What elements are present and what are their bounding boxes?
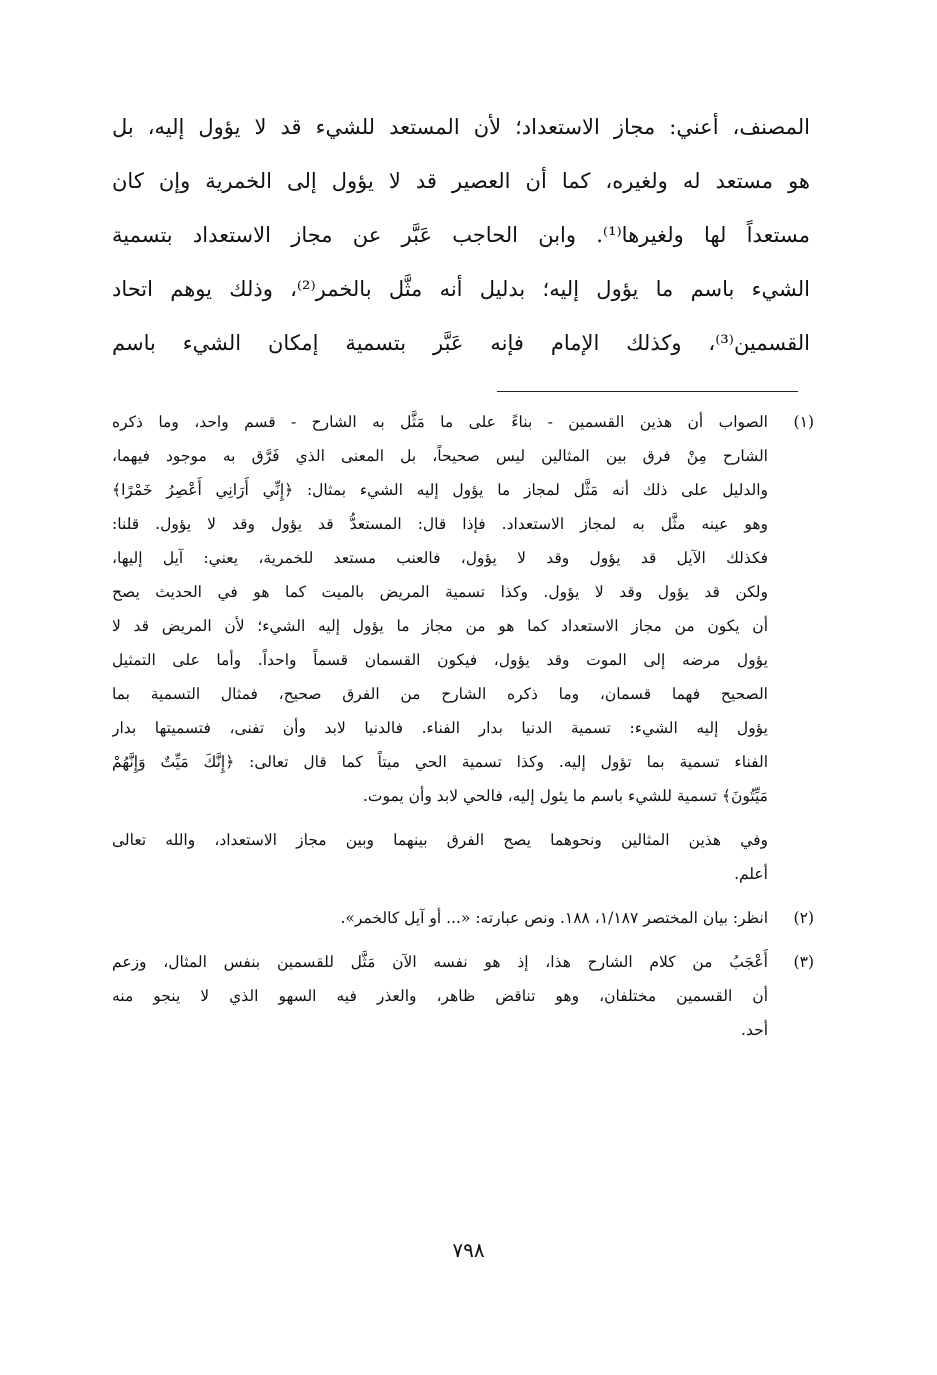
footnote-1 — [112, 405, 814, 813]
footnote-line: الصواب أن هذين القسمين - بناءً على ما مَثَّل به الشارح - قسم واحد، وما ذكره — [112, 413, 768, 431]
main-text-line: القسمين⁽³⁾، وكذلك الإمام فإنه عَبَّر بتسمية إمكان الشيء باسم — [112, 331, 810, 355]
footnotes — [112, 405, 814, 1047]
footnote-line: وفي هذين المثالين ونحوهما يصح الفرق بينهما وبين مجاز الاستعداد، والله تعالى — [112, 831, 768, 849]
footnote-line: يؤول إليه الشيء: تسمية الدنيا بدار الفناء. فالدنيا لابد وأن تفنى، فتسميتها بدار — [112, 719, 768, 737]
footnote-line: مَيِّتُونَ﴾ تسمية للشيء باسم ما يئول إليه، فالحي لابد وأن يموت. — [362, 787, 768, 805]
main-text-line: مستعداً لها ولغيرها⁽¹⁾. وابن الحاجب عَبَّر عن مجاز الاستعداد بتسمية — [112, 223, 810, 247]
footnote-line: أحد. — [741, 1021, 768, 1039]
main-text-line: هو مستعد له ولغيره، كما أن العصير قد لا يؤول إلى الخمرية وإن كان — [112, 169, 810, 193]
footnote-number: (١) — [793, 413, 814, 431]
footnote-1-paragraph-2 — [112, 823, 814, 891]
page-number: ٧٩٨ — [452, 1238, 485, 1262]
main-text — [112, 100, 810, 370]
main-text-line: المصنف، أعني: مجاز الاستعداد؛ لأن المستعد للشيء قد لا يؤول إليه، بل — [112, 115, 810, 139]
footnote-line: أَعْجَبُ من كلام الشارح هذا، إذ هو نفسه الآن مَثَّل للقسمين بنفس المثال، وزعم — [112, 953, 768, 971]
footnote-separator — [497, 391, 798, 392]
footnote-line: الصحيح فهما قسمان، وما ذكره الشارح من الفرق صحيح، فمثال التسمية بما — [112, 685, 768, 703]
footnote-line: يؤول مرضه إلى الموت وقد يؤول، فيكون القسمان قسماً واحداً. وأما على التمثيل — [112, 651, 768, 669]
footnote-line: فكذلك الآيل قد يؤول وقد لا يؤول، فالعنب مستعد للخمرية، يعني: آيل إليها، — [112, 549, 768, 567]
footnote-line: أن القسمين مختلفان، وهو تناقض ظاهر، والعذر فيه السهو الذي لا ينجو منه — [112, 987, 768, 1005]
footnote-3 — [112, 945, 814, 1047]
footnote-line: الفناء تسمية بما تؤول إليه. وكذا تسمية الحي ميتاً كما قال تعالى: ﴿إِنَّكَ مَيِّتٌ وَإِنَّهُمْ — [112, 753, 768, 771]
footnote-line: الشارح مِنْ فرق بين المثالين ليس صحيحاً، بل المعنى الذي فَرَّق به موجود فيهما، — [112, 447, 768, 465]
footnote-line: أن يكون من مجاز الاستعداد كما هو من مجاز ما يؤول إليه الشيء؛ لأن المريض قد لا — [112, 617, 768, 635]
footnote-line: انظر: بيان المختصر ١/١٨٧، ١٨٨. ونص عبارته: «... أو آيل كالخمر». — [340, 909, 768, 927]
footnote-line: والدليل على ذلك أنه مَثَّل لمجاز ما يؤول إليه الشيء بمثال: ﴿إِنِّي أَرَانِي أَعْصِرُ خَمْرًا﴾ — [112, 481, 768, 499]
footnote-number: (٣) — [793, 953, 814, 971]
footnote-line: ولكن قد يؤول وقد لا يؤول. وكذا تسمية المريض بالميت كما هو في الحديث يصح — [112, 583, 768, 601]
footnote-2 — [112, 901, 814, 935]
footnote-number: (٢) — [793, 909, 814, 927]
footnote-line: أعلم. — [734, 865, 768, 883]
main-text-line: الشيء باسم ما يؤول إليه؛ بدليل أنه مثَّل بالخمر⁽²⁾، وذلك يوهم اتحاد — [112, 277, 810, 301]
footnote-line: وهو عينه مثَّل به لمجاز الاستعداد. فإذا قال: المستعدُّ قد يؤول وقد لا يؤول. قلنا: — [112, 515, 768, 533]
